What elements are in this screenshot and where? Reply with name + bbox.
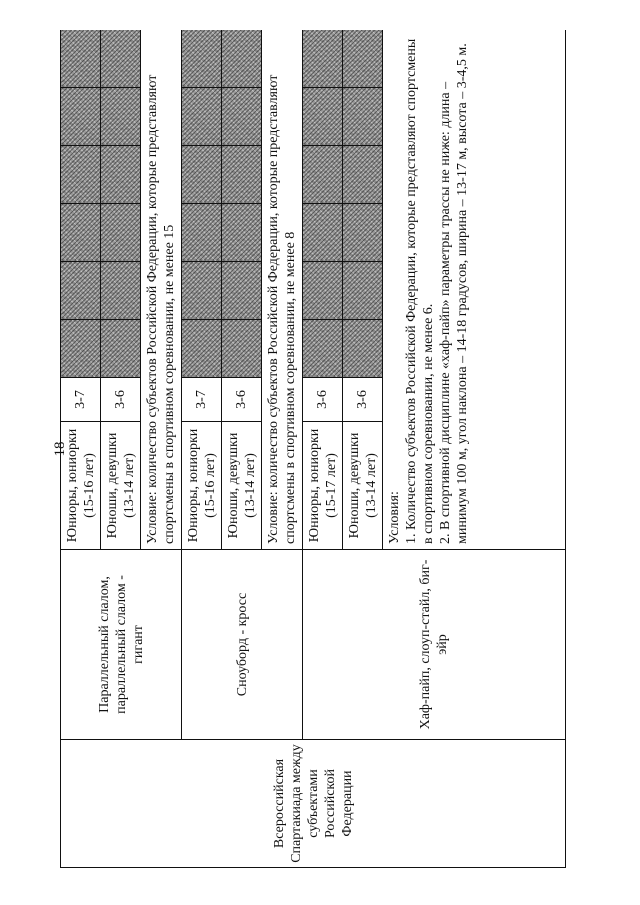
discipline-cell: Сноуборд - кросс [182, 550, 303, 740]
hatched-cell [61, 204, 101, 262]
hatched-cell [101, 204, 141, 262]
hatched-cell [61, 30, 101, 88]
hatched-cell [61, 88, 101, 146]
participants-count: 3-6 [101, 378, 141, 422]
age-group-label: Юниоры, юниорки [64, 428, 80, 543]
hatched-cell [343, 30, 383, 88]
sports-table [60, 30, 566, 868]
age-range: (13-14 лет) [363, 453, 379, 518]
condition-item-2: 2. В спортивной дисциплине «хаф-пайп» параметры трассы не ниже: длина – минимум 100 м, угол наклона – 14-18 градусов, ширина – 13-17 м, высота – 3-4,5 м. [438, 43, 470, 544]
hatched-cell [182, 88, 222, 146]
hatched-cell [303, 262, 343, 320]
age-range: (13-14 лет) [242, 453, 258, 518]
age-group-label: Юноши, девушки [346, 432, 362, 539]
hatched-cell [343, 320, 383, 378]
age-group-cell [303, 422, 343, 550]
conditions-title: Условия: [387, 491, 402, 544]
age-range: (15-16 лет) [81, 453, 97, 518]
age-group-label: Юниоры, юниорки [185, 428, 201, 543]
hatched-cell [222, 320, 262, 378]
discipline-cell: Параллельный слалом, параллельный слалом - гигант [61, 550, 182, 740]
hatched-cell [303, 30, 343, 88]
age-group-cell [222, 422, 262, 550]
hatched-cell [182, 146, 222, 204]
hatched-cell [182, 204, 222, 262]
hatched-cell [222, 204, 262, 262]
hatched-cell [101, 30, 141, 88]
participants-count: 3-6 [222, 378, 262, 422]
age-group-label: Юноши, девушки [225, 432, 241, 539]
age-group-cell [101, 422, 141, 550]
hatched-cell [182, 262, 222, 320]
hatched-cell [303, 146, 343, 204]
condition-cell: Условие: количество субъектов Российской Федерации, которые представляют спортсмены в спортивном соревновании, не менее 8 [262, 30, 303, 550]
hatched-cell [343, 204, 383, 262]
age-group-label: Юниоры, юниорки [306, 428, 322, 543]
event-name-cell: Всероссийская Спартакиада между субъектами Российской Федерации [61, 740, 566, 868]
conditions-cell [383, 30, 566, 550]
participants-count: 3-6 [303, 378, 343, 422]
condition-item-1: 1. Количество субъектов Российской Федерации, которые представляют спортсмены в спортивном соревновании, не менее 6. [404, 38, 436, 544]
rotated-content [60, 30, 566, 868]
participants-count: 3-7 [61, 378, 101, 422]
age-range: (15-17 лет) [323, 453, 339, 518]
hatched-cell [303, 320, 343, 378]
discipline-cell: Хаф-пайп, слоуп-стайл, биг-эйр [303, 550, 566, 740]
page-number: 18 [52, 441, 68, 457]
hatched-cell [182, 320, 222, 378]
hatched-cell [101, 146, 141, 204]
hatched-cell [343, 262, 383, 320]
rotated-table-area [60, 30, 566, 868]
hatched-cell [343, 146, 383, 204]
hatched-cell [61, 320, 101, 378]
hatched-cell [61, 262, 101, 320]
age-group-cell [343, 422, 383, 550]
hatched-cell [222, 30, 262, 88]
hatched-cell [303, 204, 343, 262]
hatched-cell [101, 262, 141, 320]
hatched-cell [61, 146, 101, 204]
age-group-label: Юноши, девушки [104, 432, 120, 539]
age-range: (13-14 лет) [121, 453, 137, 518]
hatched-cell [182, 30, 222, 88]
hatched-cell [222, 88, 262, 146]
hatched-cell [222, 146, 262, 204]
condition-cell: Условие: количество субъектов Российской Федерации, которые представляют спортсмены в спортивном соревновании, не менее 15 [141, 30, 182, 550]
age-group-cell [61, 422, 101, 550]
hatched-cell [343, 88, 383, 146]
hatched-cell [101, 320, 141, 378]
hatched-cell [101, 88, 141, 146]
age-group-cell [182, 422, 222, 550]
participants-count: 3-6 [343, 378, 383, 422]
hatched-cell [303, 88, 343, 146]
participants-count: 3-7 [182, 378, 222, 422]
age-range: (15-16 лет) [202, 453, 218, 518]
hatched-cell [222, 262, 262, 320]
